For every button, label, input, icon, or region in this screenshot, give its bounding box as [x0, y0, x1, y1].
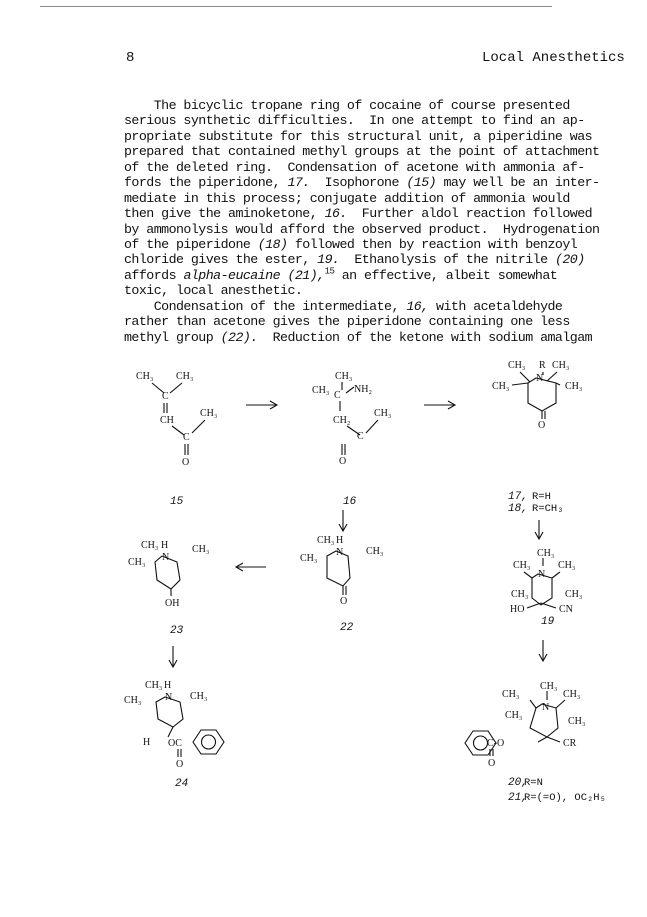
body-line: of the piperidone (18) followed then by reaction with benzoyl [124, 236, 578, 252]
atom-label: CR [563, 738, 577, 749]
compound-16 [312, 371, 391, 508]
atom-label: N [542, 702, 550, 713]
compound-15 [136, 371, 217, 508]
body-line: of the deleted ring. Condensation of acetone with ammonia af- [124, 159, 585, 175]
atom-label: CH₃ [145, 680, 163, 691]
body-line: fords the piperidone, 17. Isophorone (15) may well be an inter- [124, 175, 600, 191]
atom-label: CH₂ [333, 415, 351, 426]
atom-label: O [339, 456, 347, 467]
atom-label: O [182, 457, 190, 468]
label-15: 15 [170, 496, 184, 508]
atom-label: CH₃ [540, 681, 558, 692]
atom-label: CH₃ [374, 408, 392, 419]
atom-label: CH₃ [565, 589, 583, 600]
atom-label: N [165, 692, 173, 703]
atom-label: N [336, 547, 344, 558]
label-20: 20, [508, 777, 528, 789]
atom-label: H [164, 680, 172, 691]
running-title: Local Anesthetics [482, 50, 625, 66]
atom-label: CH₃ [558, 560, 576, 571]
atom-label: O [488, 758, 496, 769]
compound-17-18 [492, 360, 582, 515]
atom-label: CN [559, 604, 573, 615]
label-22: 22 [340, 622, 354, 634]
atom-label: CH₃ [335, 371, 353, 382]
atom-label: CH₃ [128, 557, 146, 568]
atom-label: CH₃ [366, 546, 384, 557]
atom-label: R [539, 360, 546, 371]
label-19: 19 [541, 616, 555, 628]
atom-label: NH₂ [354, 384, 372, 395]
compound-24 [124, 680, 224, 790]
atom-label: CH₃ [552, 360, 570, 371]
label-21: 21, [508, 792, 528, 804]
atom-label: O [176, 759, 184, 770]
atom-label: C [183, 432, 190, 443]
atom-label: CH₃ [563, 689, 581, 700]
atom-label: CH₃ [492, 381, 510, 392]
body-line: Condensation of the intermediate, 16, with acetaldehyde [124, 298, 563, 314]
label-24: 24 [175, 778, 189, 790]
body-line: prepared that contained methyl groups at the point of attachment [124, 144, 600, 160]
page-number: 8 [126, 50, 135, 66]
atom-label: H [336, 535, 344, 546]
atom-label: CH [160, 415, 174, 426]
label-18-r: R=CH₃ [532, 503, 564, 515]
atom-label: CH₃ [511, 589, 529, 600]
atom-label: CH₃ [124, 695, 142, 706]
compound-19 [510, 548, 582, 628]
atom-label: CH₃ [176, 371, 194, 382]
label-20-r: R=N [524, 777, 543, 789]
label-21-r: R=(=O), OC₂H₅ [524, 792, 606, 804]
atom-label: CH₃ [192, 544, 210, 555]
body-line: by ammonolysis would afford the observed product. Hydrogenation [124, 221, 600, 237]
atom-label: O [538, 420, 546, 431]
atom-label: O [340, 596, 348, 607]
body-line: rather than acetone gives the piperidone containing one less [124, 314, 570, 330]
atom-label: OC [168, 738, 182, 749]
body-line: serious synthetic difficulties. In one attempt to find an ap- [124, 113, 585, 129]
atom-label: CH₃ [317, 535, 335, 546]
atom-label: HO [510, 604, 525, 615]
atom-label: C [162, 391, 169, 402]
atom-label: C [357, 431, 364, 442]
atom-label: CH₃ [502, 689, 520, 700]
atom-label: CH₃ [565, 381, 583, 392]
body-line: The bicyclic tropane ring of cocaine of course presented [124, 98, 570, 113]
atom-label: OH [165, 598, 180, 609]
atom-label: CH₃ [537, 548, 555, 559]
atom-label: H [161, 540, 169, 551]
label-16: 16 [343, 496, 357, 508]
atom-label: CH₃ [136, 371, 154, 382]
body-line: then give the aminoketone, 16. Further aldol reaction followed [124, 206, 593, 222]
atom-label: CH₃ [300, 553, 318, 564]
atom-label: H [143, 737, 151, 748]
atom-label: CH₃ [200, 408, 218, 419]
atom-label: N [538, 569, 546, 580]
compound-20-21 [465, 681, 606, 804]
compound-22 [300, 535, 383, 634]
body-line: toxic, local anesthetic. [124, 283, 303, 299]
label-17-r: R=H [532, 491, 551, 503]
atom-label: CH₃ [505, 710, 523, 721]
body-line: affords alpha-eucaine (21),$^{15}$ an effective, albeit somewhat [124, 266, 558, 283]
label-23: 23 [170, 625, 184, 637]
atom-label: CH₃ [508, 360, 526, 371]
compound-23 [128, 540, 209, 637]
atom-label: C-O [487, 738, 505, 749]
atom-label: C [334, 390, 341, 401]
atom-label: CH₃ [141, 540, 159, 551]
atom-label: CH₃ [312, 385, 330, 396]
body-line: mediate in this process; conjugate addition of ammonia would [124, 190, 570, 206]
body-line: methyl group (22). Reduction of the ketone with sodium amalgam [124, 329, 593, 345]
body-line: chloride gives the ester, 19. Ethanolysis of the nitrile (20) [124, 252, 585, 268]
atom-label: N [536, 373, 544, 384]
atom-label: N [162, 552, 170, 563]
body-line: propriate substitute for this structural unit, a piperidine was [124, 128, 593, 144]
label-18: 18, [508, 503, 528, 515]
atom-label: CH₃ [513, 560, 531, 571]
atom-label: CH₃ [568, 716, 586, 727]
label-17: 17, [508, 491, 528, 503]
atom-label: CH₃ [190, 691, 208, 702]
